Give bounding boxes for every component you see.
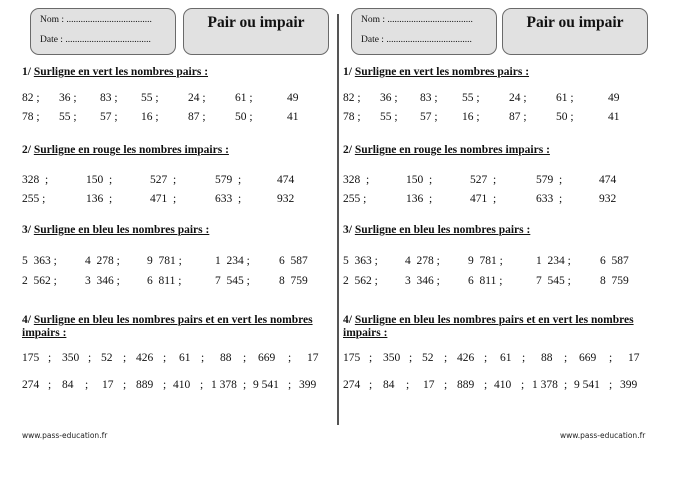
- separator: ;: [123, 379, 127, 391]
- number-item[interactable]: 5 363 ;: [22, 255, 57, 267]
- number-item[interactable]: 52: [422, 352, 434, 364]
- footer-url: www.pass-education.fr: [22, 431, 108, 440]
- number-item[interactable]: 633 ;: [215, 193, 242, 205]
- separator: ;: [609, 379, 613, 391]
- number-item[interactable]: 78 ;: [343, 111, 361, 123]
- number-item[interactable]: 84: [62, 379, 74, 391]
- separator: ;: [123, 352, 127, 364]
- number-item[interactable]: 1 378: [211, 379, 237, 391]
- worksheet-title: Pair ou impair: [207, 14, 305, 31]
- number-item[interactable]: 55 ;: [59, 111, 77, 123]
- number-item[interactable]: 1 378: [532, 379, 558, 391]
- number-item[interactable]: 52: [101, 352, 113, 364]
- number-item[interactable]: 8 759: [279, 275, 308, 287]
- student-info-box: [351, 8, 497, 55]
- number-item[interactable]: 633 ;: [536, 193, 563, 205]
- separator: ;: [409, 352, 413, 364]
- number-item[interactable]: 255 ;: [343, 193, 367, 205]
- number-item[interactable]: 7 545 ;: [215, 275, 250, 287]
- number-item[interactable]: 328 ;: [343, 174, 370, 186]
- section-4-instruction: Surligne en bleu les nombres pairs et en vert les nombres impairs :: [343, 314, 634, 339]
- section-3-instruction: Surligne en bleu les nombres pairs :: [354, 224, 531, 236]
- section-1-instruction: Surligne en vert les nombres pairs :: [33, 66, 209, 78]
- section-4-heading: 4/ Surligne en bleu les nombres pairs et en vert les nombres impairs :: [343, 314, 634, 339]
- number-item[interactable]: 150 ;: [86, 174, 113, 186]
- number-item[interactable]: 255 ;: [22, 193, 46, 205]
- separator: ;: [243, 352, 247, 364]
- separator: ;: [243, 379, 247, 391]
- number-item[interactable]: 579 ;: [536, 174, 563, 186]
- number-item[interactable]: 41: [287, 111, 299, 123]
- number-item[interactable]: 17: [307, 352, 319, 364]
- section-1-heading: 1/ Surligne en vert les nombres pairs :: [22, 66, 209, 78]
- number-item[interactable]: 6 811 ;: [147, 275, 182, 287]
- separator: ;: [369, 379, 373, 391]
- separator: ;: [564, 352, 568, 364]
- number-item[interactable]: 83 ;: [100, 92, 118, 104]
- number-item[interactable]: 175: [22, 352, 40, 364]
- number-item[interactable]: 889: [457, 379, 475, 391]
- section-4-instruction: Surligne en bleu les nombres pairs et en vert les nombres impairs :: [22, 314, 313, 339]
- number-item[interactable]: 82 ;: [22, 92, 40, 104]
- worksheet-title: Pair ou impair: [526, 14, 624, 31]
- number-item[interactable]: 474: [277, 174, 295, 186]
- separator: ;: [444, 352, 448, 364]
- number-item[interactable]: 426: [136, 352, 154, 364]
- number-item[interactable]: 36 ;: [380, 92, 398, 104]
- number-item[interactable]: 6 811 ;: [468, 275, 503, 287]
- separator: ;: [163, 379, 167, 391]
- section-4-heading: 4/ Surligne en bleu les nombres pairs et en vert les nombres impairs :: [22, 314, 313, 339]
- number-item[interactable]: 889: [136, 379, 154, 391]
- number-item[interactable]: 9 541: [253, 379, 279, 391]
- title-box: [502, 8, 648, 55]
- name-field[interactable]: Nom : ....................................: [361, 15, 473, 25]
- number-item[interactable]: 61 ;: [556, 92, 574, 104]
- number-item[interactable]: 274: [343, 379, 361, 391]
- number-item[interactable]: 24 ;: [188, 92, 206, 104]
- number-item[interactable]: 399: [299, 379, 317, 391]
- number-item[interactable]: 17: [423, 379, 435, 391]
- footer-url: www.pass-education.fr: [560, 431, 646, 440]
- number-item[interactable]: 49: [287, 92, 299, 104]
- separator: ;: [564, 379, 568, 391]
- number-item[interactable]: 328 ;: [22, 174, 49, 186]
- number-item[interactable]: 55 ;: [462, 92, 480, 104]
- number-item[interactable]: 61: [500, 352, 512, 364]
- number-item[interactable]: 471 ;: [150, 193, 177, 205]
- number-item[interactable]: 84: [383, 379, 395, 391]
- number-item[interactable]: 9 781 ;: [147, 255, 182, 267]
- number-item[interactable]: 17: [102, 379, 114, 391]
- section-2-instruction: Surligne en rouge les nombres impairs :: [354, 144, 550, 156]
- date-field[interactable]: Date : ....................................: [40, 35, 151, 45]
- number-item[interactable]: 41: [608, 111, 620, 123]
- number-item[interactable]: 78 ;: [22, 111, 40, 123]
- number-item[interactable]: 16 ;: [141, 111, 159, 123]
- number-item[interactable]: 274: [22, 379, 40, 391]
- section-1-heading: 1/ Surligne en vert les nombres pairs :: [343, 66, 530, 78]
- number-item[interactable]: 87 ;: [509, 111, 527, 123]
- separator: ;: [484, 379, 488, 391]
- number-item[interactable]: 83 ;: [420, 92, 438, 104]
- number-item[interactable]: 7 545 ;: [536, 275, 571, 287]
- number-item[interactable]: 16 ;: [462, 111, 480, 123]
- number-item[interactable]: 9 781 ;: [468, 255, 503, 267]
- number-item[interactable]: 669: [258, 352, 276, 364]
- separator: ;: [85, 379, 89, 391]
- number-item[interactable]: 4 278 ;: [405, 255, 440, 267]
- number-item[interactable]: 57 ;: [100, 111, 118, 123]
- separator: ;: [288, 379, 292, 391]
- number-item[interactable]: 350: [383, 352, 401, 364]
- number-item[interactable]: 36 ;: [59, 92, 77, 104]
- number-item[interactable]: 82 ;: [343, 92, 361, 104]
- number-item[interactable]: 474: [599, 174, 617, 186]
- number-item[interactable]: 3 346 ;: [405, 275, 440, 287]
- separator: ;: [609, 352, 613, 364]
- separator: ;: [200, 379, 204, 391]
- student-info-box: [30, 8, 176, 55]
- section-3-instruction: Surligne en bleu les nombres pairs :: [33, 224, 210, 236]
- number-item[interactable]: 50 ;: [235, 111, 253, 123]
- number-item[interactable]: 88: [541, 352, 553, 364]
- name-field[interactable]: Nom : ....................................: [40, 15, 152, 25]
- number-item[interactable]: 3 346 ;: [85, 275, 120, 287]
- number-item[interactable]: 1 234 ;: [536, 255, 571, 267]
- number-item[interactable]: 399: [620, 379, 638, 391]
- number-item[interactable]: 5 363 ;: [343, 255, 378, 267]
- date-field[interactable]: Date : ....................................: [361, 35, 472, 45]
- title-box: [183, 8, 329, 55]
- section-2-heading: 2/ Surligne en rouge les nombres impairs :: [22, 144, 229, 156]
- number-item[interactable]: 669: [579, 352, 597, 364]
- number-item[interactable]: 8 759: [600, 275, 629, 287]
- number-item[interactable]: 61: [179, 352, 191, 364]
- number-item[interactable]: 1 234 ;: [215, 255, 250, 267]
- number-item[interactable]: 2 562 ;: [22, 275, 57, 287]
- separator: ;: [163, 352, 167, 364]
- section-3-heading: 3/ Surligne en bleu les nombres pairs :: [343, 224, 531, 236]
- separator: ;: [48, 352, 52, 364]
- separator: ;: [521, 379, 525, 391]
- number-item[interactable]: 55 ;: [380, 111, 398, 123]
- number-item[interactable]: 87 ;: [188, 111, 206, 123]
- section-2-heading: 2/ Surligne en rouge les nombres impairs :: [343, 144, 550, 156]
- number-item[interactable]: 55 ;: [141, 92, 159, 104]
- number-item[interactable]: 57 ;: [420, 111, 438, 123]
- number-item[interactable]: 175: [343, 352, 361, 364]
- number-item[interactable]: 88: [220, 352, 232, 364]
- number-item[interactable]: 136 ;: [86, 193, 113, 205]
- number-item[interactable]: 49: [608, 92, 620, 104]
- separator: ;: [288, 352, 292, 364]
- section-3-heading: 3/ Surligne en bleu les nombres pairs :: [22, 224, 210, 236]
- number-item[interactable]: 410: [494, 379, 512, 391]
- number-item[interactable]: 61 ;: [235, 92, 253, 104]
- number-item[interactable]: 24 ;: [509, 92, 527, 104]
- section-2-instruction: Surligne en rouge les nombres impairs :: [33, 144, 229, 156]
- separator: ;: [522, 352, 526, 364]
- number-item[interactable]: 136 ;: [406, 193, 433, 205]
- number-item[interactable]: 17: [628, 352, 640, 364]
- separator: ;: [444, 379, 448, 391]
- separator: ;: [369, 352, 373, 364]
- number-item[interactable]: 4 278 ;: [85, 255, 120, 267]
- number-item[interactable]: 932: [277, 193, 295, 205]
- number-item[interactable]: 350: [62, 352, 80, 364]
- number-item[interactable]: 2 562 ;: [343, 275, 378, 287]
- separator: ;: [88, 352, 92, 364]
- separator: ;: [484, 352, 488, 364]
- number-item[interactable]: 527 ;: [150, 174, 177, 186]
- separator: ;: [201, 352, 205, 364]
- number-item[interactable]: 426: [457, 352, 475, 364]
- number-item[interactable]: 527 ;: [470, 174, 497, 186]
- section-1-instruction: Surligne en vert les nombres pairs :: [354, 66, 530, 78]
- number-item[interactable]: 471 ;: [470, 193, 497, 205]
- number-item[interactable]: 6 587: [600, 255, 629, 267]
- number-item[interactable]: 50 ;: [556, 111, 574, 123]
- number-item[interactable]: 932: [599, 193, 617, 205]
- separator: ;: [406, 379, 410, 391]
- number-item[interactable]: 579 ;: [215, 174, 242, 186]
- separator: ;: [48, 379, 52, 391]
- worksheet-copy-right: [321, 0, 661, 480]
- number-item[interactable]: 150 ;: [406, 174, 433, 186]
- number-item[interactable]: 9 541: [574, 379, 600, 391]
- number-item[interactable]: 6 587: [279, 255, 308, 267]
- number-item[interactable]: 410: [173, 379, 191, 391]
